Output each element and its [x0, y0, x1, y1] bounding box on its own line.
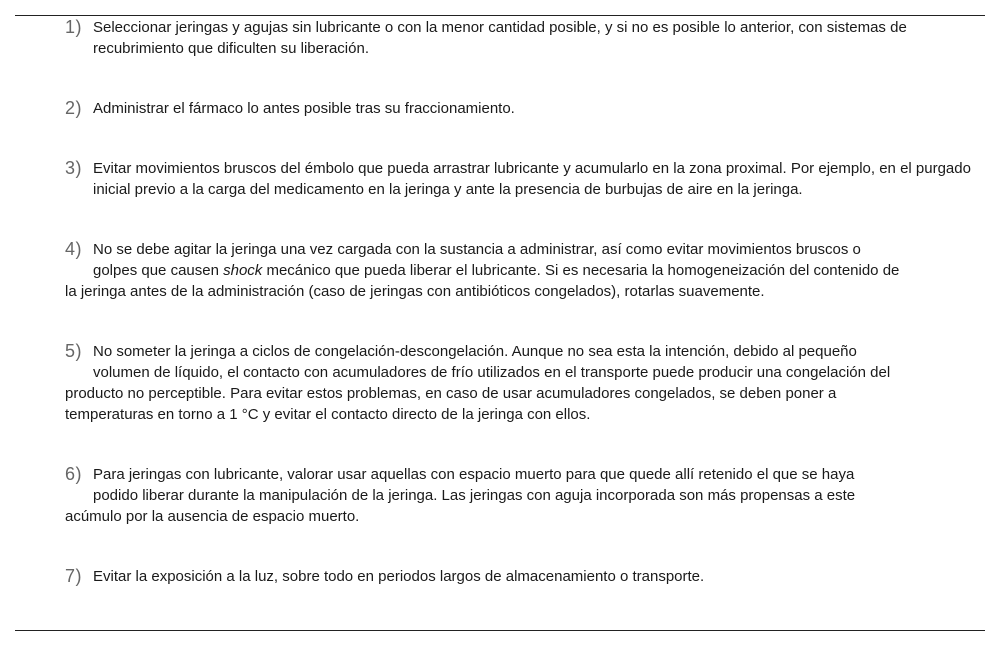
item-text: Seleccionar jeringas y agujas sin lubricante o con la menor cantidad posible, y si no es posible lo anterior, con sistemas de recubrimiento que dificulten su liberación. — [93, 19, 907, 57]
item-text: Evitar movimientos bruscos del émbolo que pueda arrastrar lubricante y acumularlo en la zona proximal. Por ejemplo, en el purgado inicial previo a la carga del medicamento en la jeringa y ante la presencia de burbujas de aire en la jeringa. — [93, 160, 971, 198]
item-text-line2: podido liberar durante la manipulación de la jeringa. Las jeringas con aguja incorporada son más propensas a este — [93, 487, 856, 504]
item-number: 6) — [65, 464, 83, 484]
item-text: Administrar el fármaco lo antes posible tras su fraccionamiento. — [93, 100, 515, 117]
item-number: 3) — [65, 158, 83, 178]
item-text-line1: No se debe agitar la jeringa una vez cargada con la sustancia a administrar, así como evitar movimientos bruscos o — [93, 241, 861, 258]
item-text-line2-pre: golpes que causen — [93, 262, 224, 279]
item-text: Evitar la exposición a la luz, sobre todo en periodos largos de almacenamiento o transporte. — [93, 568, 705, 585]
list-item-4 — [65, 239, 960, 302]
item-text-line2: volumen de líquido, el contacto con acumuladores de frío utilizados en el transporte puede producir una congelación del — [93, 364, 891, 381]
item-text-line2-post: mecánico que pueda liberar el lubricante. Si es necesaria la homogeneización del contenido de — [262, 262, 900, 279]
list-item-7 — [65, 566, 988, 587]
item-text-rest: la jeringa antes de la administración (caso de jeringas con antibióticos congelados), rotarlas suavemente. — [65, 283, 765, 300]
item-text-rest: producto no perceptible. Para evitar estos problemas, en caso de usar acumuladores congelados, se deben poner a temperaturas en torno a 1 °C y evitar el contacto directo de la jeringa con ellos. — [65, 385, 837, 423]
item-text-line1: No someter la jeringa a ciclos de congelación-descongelación. Aunque no sea esta la intención, debido al pequeño — [93, 343, 857, 360]
list-item-5 — [65, 341, 960, 425]
list-item-6 — [65, 464, 960, 527]
item-text-line1: Para jeringas con lubricante, valorar usar aquellas con espacio muerto para que quede allí retenido el que se haya — [93, 466, 855, 483]
item-text-emphasis: shock — [223, 262, 263, 279]
item-number: 1) — [65, 17, 83, 37]
list-item-3 — [65, 158, 988, 200]
item-number: 5) — [65, 341, 83, 361]
item-text-rest: acúmulo por la ausencia de espacio muerto. — [65, 508, 360, 525]
item-number: 2) — [65, 98, 83, 118]
list-item-1 — [65, 17, 988, 59]
list-item-2 — [65, 98, 988, 119]
top-divider — [15, 15, 985, 16]
item-number: 4) — [65, 239, 83, 259]
bottom-divider — [15, 630, 985, 631]
item-number: 7) — [65, 566, 83, 586]
